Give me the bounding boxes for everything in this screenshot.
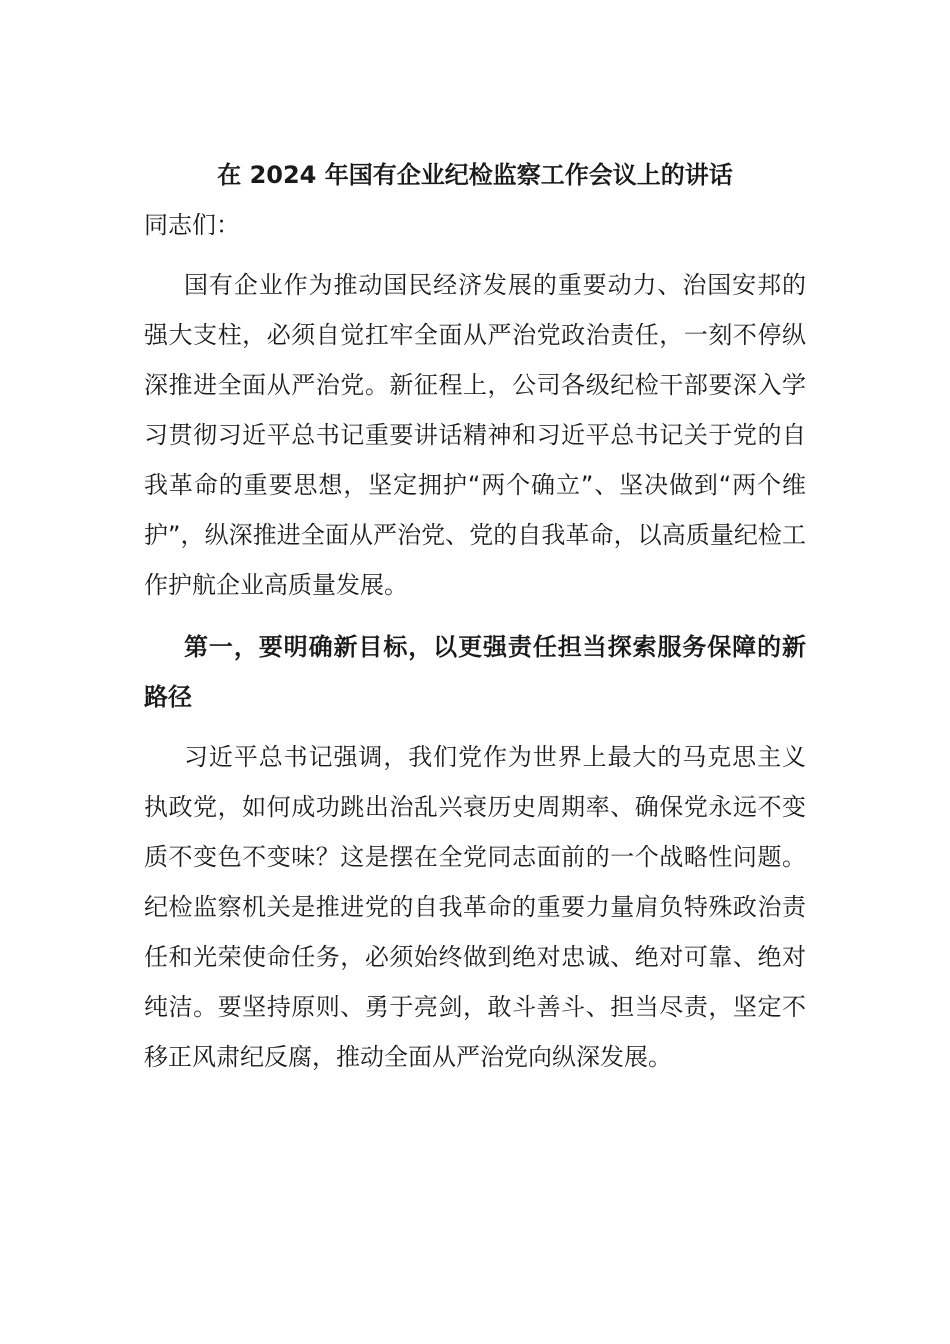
document-title: 在 2024 年国有企业纪检监察工作会议上的讲话 — [217, 161, 733, 189]
section-heading-first: 第一，要明确新目标，以更强责任担当探索服务保障的新路径 — [144, 633, 806, 711]
salutation: 同志们： — [144, 211, 240, 239]
paragraph-first-section: 习近平总书记强调，我们党作为世界上最大的马克思主义执政党，如何成功跳出治乱兴衰历史周期率、确保党永远不变质不变色不变味？这是摆在全党同志面前的一个战略性问题。纪检监察机关是推进党的自我革命的重要力量肩负特殊政治责任和光荣使命任务，必须始终做到绝对忠诚、绝对可靠、绝对纯洁。要坚持原则、勇于亮剑，敢斗善斗、担当尽责，坚定不移正风肃纪反腐，推动全面从严治党向纵深发展。 — [144, 743, 806, 1071]
document-page — [144, 150, 806, 1094]
paragraph-intro: 国有企业作为推动国民经济发展的重要动力、治国安邦的强大支柱，必须自觉扛牢全面从严治党政治责任，一刻不停纵深推进全面从严治党。新征程上，公司各级纪检干部要深入学习贯彻习近平总书记重要讲话精神和习近平总书记关于党的自我革命的重要思想，坚定拥护“两个确立”、坚决做到“两个维护”，纵深推进全面从严治党、党的自我革命，以高质量纪检工作护航企业高质量发展。 — [144, 271, 806, 599]
